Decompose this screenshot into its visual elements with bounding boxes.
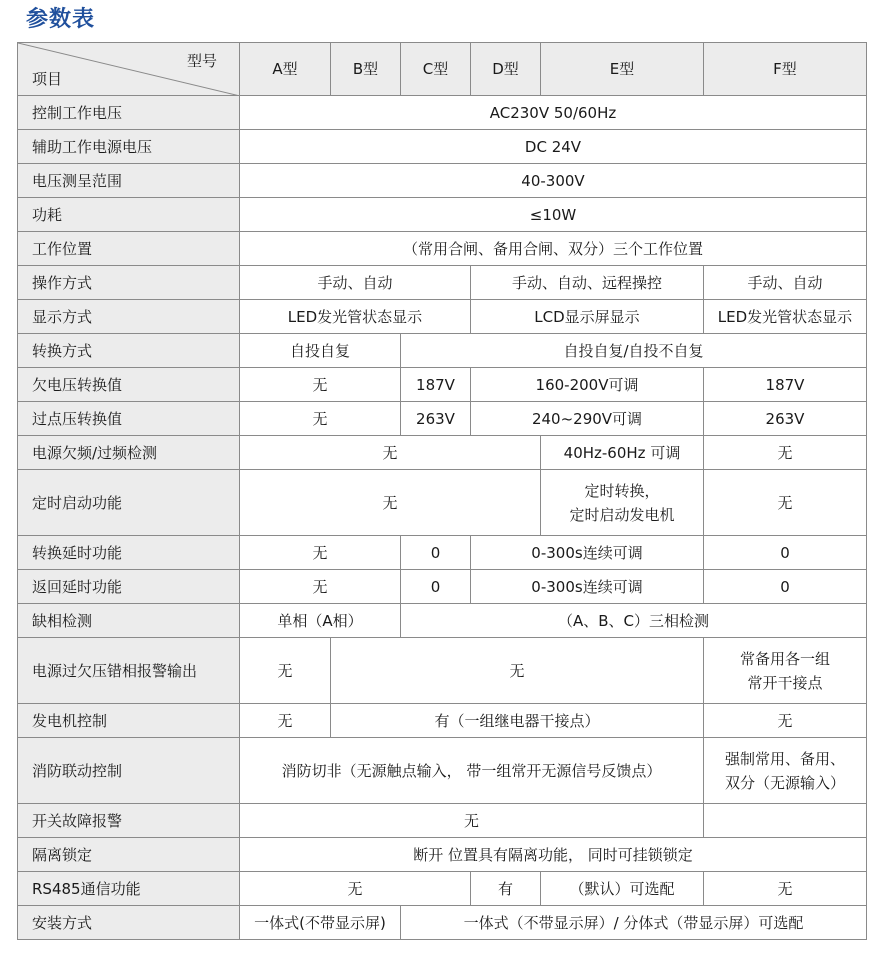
table-cell: 160-200V可调: [471, 368, 704, 402]
model-c-header: C型: [401, 43, 471, 96]
row-label: 过点压转换值: [18, 402, 240, 436]
table-row: [18, 804, 867, 838]
table-cell: LED发光管状态显示: [704, 300, 867, 334]
page-title: 参数表: [26, 7, 96, 32]
cell-line: 定时启动发电机: [569, 505, 675, 524]
table-cell: 无: [240, 470, 541, 536]
table-cell: [541, 470, 704, 536]
row-label: 定时启动功能: [18, 470, 240, 536]
model-header-label: 型号: [186, 52, 217, 70]
table-cell: ≤10W: [240, 198, 867, 232]
table-row: [18, 368, 867, 402]
row-label: 安装方式: [18, 906, 240, 940]
table-row: [18, 604, 867, 638]
table-cell: （A、B、C）三相检测: [401, 604, 867, 638]
table-cell: 无: [240, 704, 331, 738]
table-cell: 无: [240, 570, 401, 604]
cell-line: 定时转换，: [584, 481, 660, 500]
row-label: 工作位置: [18, 232, 240, 266]
row-label: 隔离锁定: [18, 838, 240, 872]
cell-line: 双分（无源输入）: [724, 773, 845, 792]
table-cell: 无: [240, 804, 704, 838]
row-label: 欠电压转换值: [18, 368, 240, 402]
model-b-header: B型: [331, 43, 401, 96]
table-cell: （常用合闸、备用合闸、双分）三个工作位置: [240, 232, 867, 266]
row-label: 电压测呈范围: [18, 164, 240, 198]
table-cell: 无: [704, 436, 867, 470]
table-row: [18, 838, 867, 872]
table-cell: 0-300s连续可调: [471, 536, 704, 570]
table-cell: 单相（A相）: [240, 604, 401, 638]
table-cell: 有: [471, 872, 541, 906]
table-cell: [704, 638, 867, 704]
table-cell: 一体式（不带显示屏）/ 分体式（带显示屏）可选配: [401, 906, 867, 940]
row-label: 转换方式: [18, 334, 240, 368]
header-row: [18, 43, 867, 96]
table-row: [18, 570, 867, 604]
row-label: 功耗: [18, 198, 240, 232]
cell-line: 常备用各一组: [739, 649, 830, 668]
row-label: 消防联动控制: [18, 738, 240, 804]
table-row: [18, 906, 867, 940]
table-cell: 无: [240, 638, 331, 704]
table-row: [18, 738, 867, 804]
table-cell: 187V: [704, 368, 867, 402]
row-label: 控制工作电压: [18, 96, 240, 130]
table-cell: 40-300V: [240, 164, 867, 198]
row-label: RS485通信功能: [18, 872, 240, 906]
table-cell: 断开 位置具有隔离功能， 同时可挂锁锁定: [240, 838, 867, 872]
table-cell: 有（一组继电器干接点）: [331, 704, 704, 738]
model-e-header: E型: [541, 43, 704, 96]
table-cell: DC 24V: [240, 130, 867, 164]
table-cell: LCD显示屏显示: [471, 300, 704, 334]
table-row: [18, 130, 867, 164]
table-cell: 无: [704, 704, 867, 738]
table-row: [18, 300, 867, 334]
table-cell: [704, 738, 867, 804]
row-label: 开关故障报警: [18, 804, 240, 838]
table-cell: 手动、自动、远程操控: [471, 266, 704, 300]
table-cell: 187V: [401, 368, 471, 402]
table-row: [18, 704, 867, 738]
table-cell: AC230V 50/60Hz: [240, 96, 867, 130]
item-header-label: 项目: [32, 70, 63, 88]
table-row: [18, 164, 867, 198]
table-row: [18, 96, 867, 130]
table-cell: 无: [240, 872, 471, 906]
table-cell: 无: [240, 368, 401, 402]
table-cell: 自投自复/自投不自复: [401, 334, 867, 368]
table-cell: [704, 804, 867, 838]
row-label: 电源过欠压错相报警输出: [18, 638, 240, 704]
table-cell: 40Hz-60Hz 可调: [541, 436, 704, 470]
row-label: 转换延时功能: [18, 536, 240, 570]
row-label: 显示方式: [18, 300, 240, 334]
table-cell: LED发光管状态显示: [240, 300, 471, 334]
table-row: [18, 266, 867, 300]
table-cell: 263V: [401, 402, 471, 436]
cell-line: 常开干接点: [747, 673, 823, 692]
table-row: [18, 436, 867, 470]
table-cell: 一体式(不带显示屏): [240, 906, 401, 940]
table-cell: 无: [704, 872, 867, 906]
table-cell: 自投自复: [240, 334, 401, 368]
table-row: [18, 872, 867, 906]
model-a-header: A型: [240, 43, 331, 96]
table-cell: 无: [240, 402, 401, 436]
table-cell: 0: [704, 570, 867, 604]
header-corner-cell: [18, 43, 240, 96]
table-cell: 手动、自动: [240, 266, 471, 300]
table-row: [18, 402, 867, 436]
model-d-header: D型: [471, 43, 541, 96]
row-label: 缺相检测: [18, 604, 240, 638]
table-cell: 263V: [704, 402, 867, 436]
row-label: 电源欠频/过频检测: [18, 436, 240, 470]
table-cell: 0: [704, 536, 867, 570]
row-label: 发电机控制: [18, 704, 240, 738]
row-label: 操作方式: [18, 266, 240, 300]
table-row: [18, 232, 867, 266]
model-f-header: F型: [704, 43, 867, 96]
cell-line: 强制常用、备用、: [724, 749, 845, 768]
table-cell: 无: [240, 436, 541, 470]
table-cell: 手动、自动: [704, 266, 867, 300]
table-cell: 0: [401, 570, 471, 604]
table-cell: 0: [401, 536, 471, 570]
parameter-table: [17, 42, 867, 940]
table-cell: 240~290V可调: [471, 402, 704, 436]
table-cell: 消防切非（无源触点输入， 带一组常开无源信号反馈点）: [240, 738, 704, 804]
table-row: [18, 198, 867, 232]
table-cell: 0-300s连续可调: [471, 570, 704, 604]
table-row: [18, 536, 867, 570]
table-cell: 无: [331, 638, 704, 704]
table-cell: （默认）可选配: [541, 872, 704, 906]
table-cell: 无: [704, 470, 867, 536]
row-label: 返回延时功能: [18, 570, 240, 604]
table-row: [18, 638, 867, 704]
row-label: 辅助工作电源电压: [18, 130, 240, 164]
table-cell: 无: [240, 536, 401, 570]
table-row: [18, 470, 867, 536]
table-row: [18, 334, 867, 368]
